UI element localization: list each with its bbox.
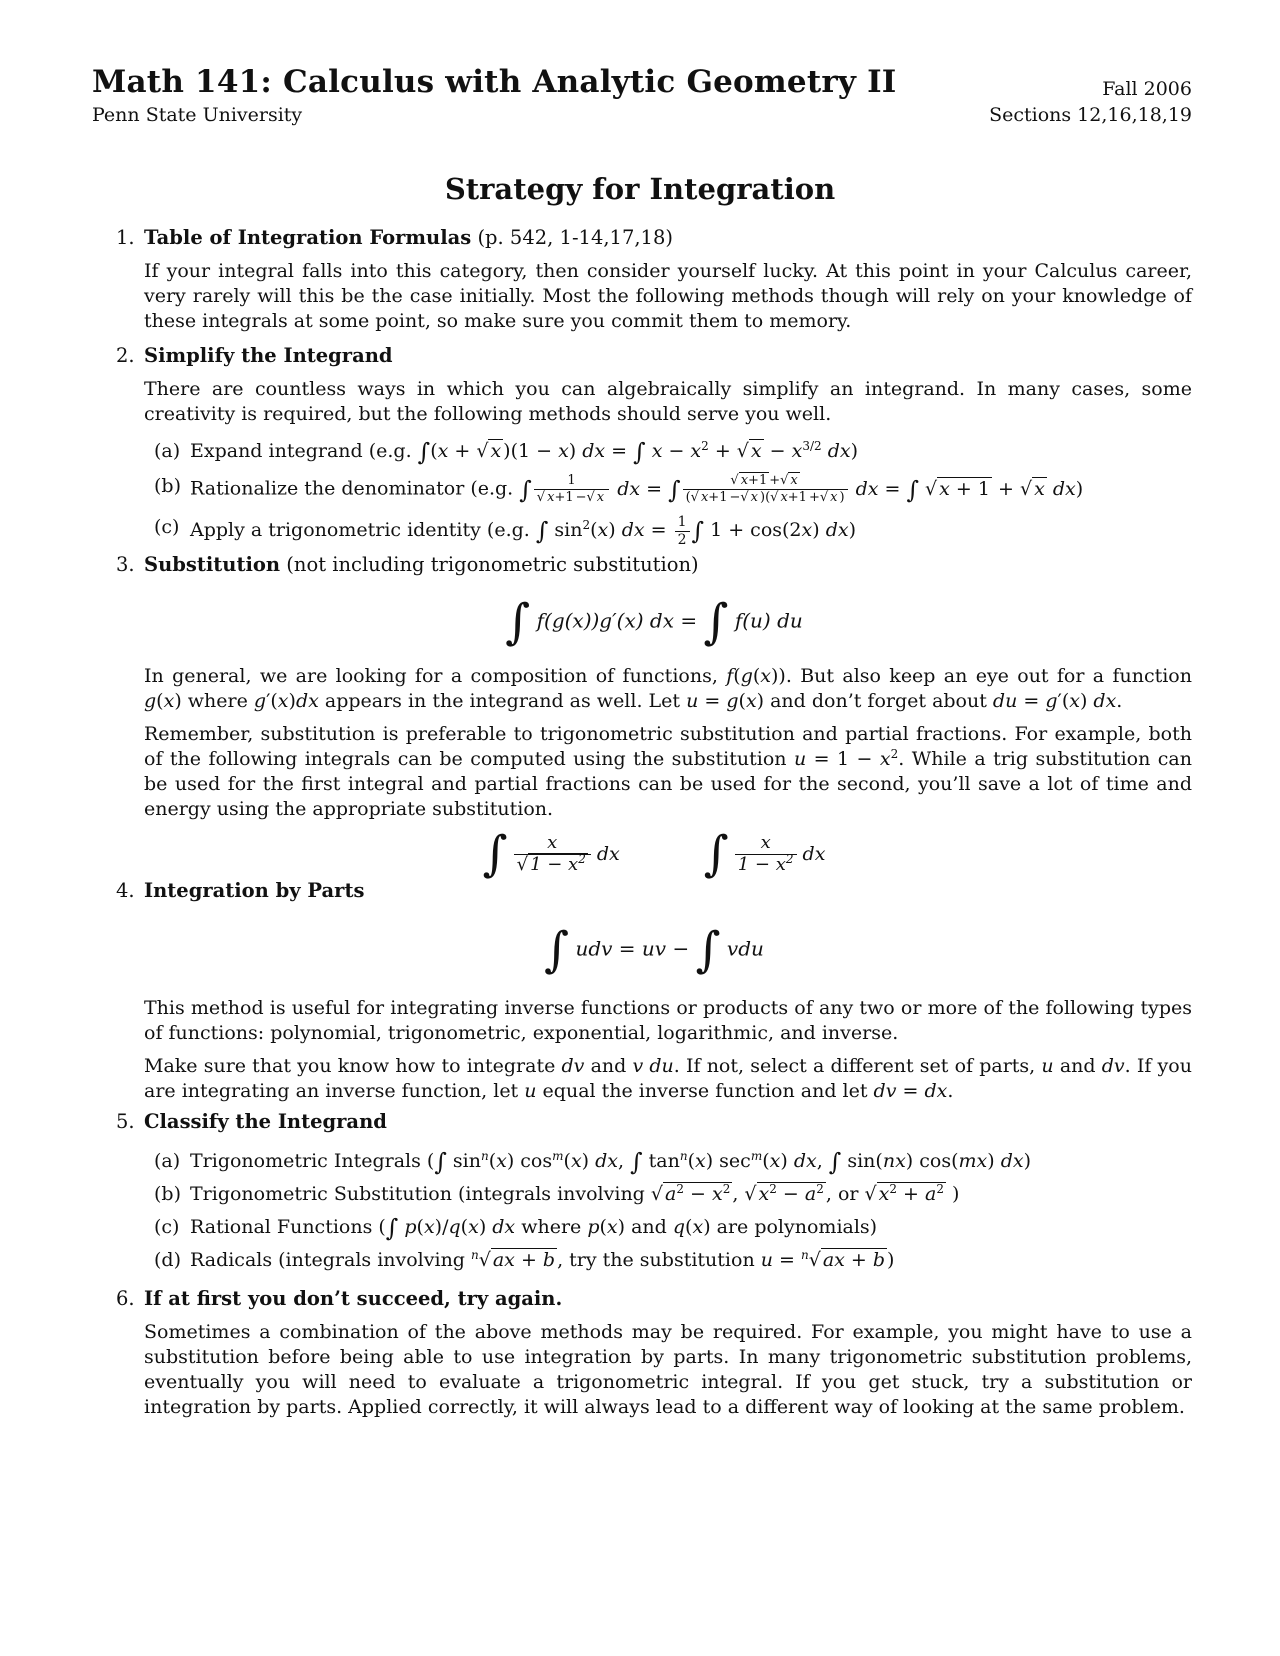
section-heading	[116, 344, 1192, 367]
section-number: 2.	[116, 344, 135, 367]
section-name: Integration by Parts	[144, 879, 365, 902]
classify-list	[154, 1149, 1192, 1273]
section-note: (not including trigonometric substitution)	[286, 553, 699, 576]
section-paragraph: If your integral falls into this category, then consider yourself lucky. At this point in your Calculus career, very rarely will this be the case initially. Most the following methods though will rely on your knowledge of these integrals at some point, so make sure you commit them to memory.	[144, 260, 1192, 332]
section-paragraph: Sometimes a combination of the above methods may be required. For example, you might have to use a substitution before being able to use integration by parts. In many trigonometric substitution problems, eventually you will need to evaluate a trigonometric integral. If you get stuck, try a substitution or integration by parts. Applied correctly, it will always lead to a different way of looking at the same problem.	[144, 1321, 1192, 1418]
section-number: 1.	[116, 226, 135, 249]
section-body	[144, 259, 1192, 334]
section-body	[144, 377, 1192, 427]
list-item: (a) Trigonometric Integrals (∫ $\sin^n(x)$ $\cos^m(x)$ dx, ∫ $\tan^n(x)$ $\sec^m(x)$ dx, ∫ sin(nx) cos(mx) dx)	[154, 1148, 1031, 1176]
section-body	[144, 996, 1192, 1104]
parts-formula: ∫ udv = uv − ∫ vdu	[544, 922, 764, 978]
header-left	[92, 64, 897, 126]
sections-list: Sections 12,16,18,19	[989, 104, 1192, 126]
formula-expand: ∫(x + √ x )(1 − x) dx = ∫ $x - x^2$ + √ $x - x^{3/2}$ dx)	[417, 438, 858, 466]
document-title: Strategy for Integration	[444, 172, 836, 206]
formula-trig-identity: ∫ $\sin^2(x)$ dx = $\frac{1}{2}$ ∫ 1 + cos(2x) dx)	[535, 514, 856, 548]
course-title: Math 141: Calculus with Analytic Geometry II	[92, 64, 897, 100]
section-simplify-integrand	[116, 344, 1192, 557]
section-name: Simplify the Integrand	[144, 344, 393, 367]
list-item: (b) Trigonometric Substitution (integrals involving √ $a^2 - x^2$ , √ $x^2 - a^2$ , or √ $x^2 + a^2$ )	[154, 1182, 960, 1205]
university-name: Penn State University	[92, 104, 303, 126]
header-right	[989, 76, 1192, 128]
section-paragraph: There are countless ways in which you can algebraically simplify an integrand. In many cases, some creativity is required, but the following methods should serve you well.	[144, 378, 1192, 425]
term: Fall 2006	[1102, 78, 1192, 100]
section-paragraph: This method is useful for integrating inverse functions or products of any two or more of the following types of functions: polynomial, trigonometric, exponential, logarithmic, and inverse.	[144, 997, 1192, 1044]
formula-rationalize: ∫ $\frac{1}{√ x+1 -√ x}$ dx = ∫ $\frac{√ x+1 +√ x}{(√ x+1 -√ x )(√ x+1 +√ x )}$ dx = ∫ √ x + 1 + √ x dx)	[519, 473, 1084, 505]
section-heading	[116, 1110, 1192, 1133]
section-classify-integrand	[116, 1110, 1192, 1281]
example-integral-2: ∫ $\frac{x}{1 - x^2}$ dx	[703, 826, 826, 882]
section-name: If at first you don’t succeed, try again.	[144, 1287, 563, 1310]
list-item: (c) Apply a trigonometric identity (e.g. ∫ $\sin^2(x)$ dx = $\frac{1}{2}$ ∫ 1 + cos(2x) dx)	[154, 514, 856, 548]
list-item: (b) Rationalize the denominator (e.g. ∫ $\frac{1}{√ x+1 -√ x}$ dx = ∫ $\frac{√ x+1 +√ x}{(√ x+1 -√ x )(√ x+1 +√ x )}$ dx = ∫ √ x + 1 + √ x dx)	[154, 473, 1084, 505]
section-substitution	[116, 553, 1192, 884]
section-number: 4.	[116, 879, 135, 902]
section-heading	[116, 1287, 1192, 1310]
section-paragraph: In general, we are looking for a composition of functions, f(g(x)). But also keep an eye out for a function g(x) where g′(x)dx appears in the integrand as well. Let u = g(x) and don’t forget about du = g′(x) dx.	[144, 665, 1192, 712]
section-integration-by-parts	[116, 879, 1192, 1112]
section-name: Table of Integration Formulas	[144, 226, 472, 249]
section-heading	[116, 553, 1192, 576]
list-item: (d) Radicals (integrals involving $^n$√ ax + b , try the substitution u = $^n$√ ax + b )	[154, 1248, 895, 1271]
list-item: (a) Expand integrand (e.g. ∫(x + √ x )(1 − x) dx = ∫ $x - x^2$ + √ $x - x^{3/2}$ dx)	[154, 438, 858, 466]
list-item: (c) Rational Functions (∫ p(x)/q(x) dx where p(x) and q(x) are polynomials)	[154, 1214, 878, 1242]
section-heading	[116, 879, 1192, 902]
example-integral-1: ∫ $\frac{x}{√ 1 - x^2}$ dx	[482, 826, 620, 882]
section-number: 3.	[116, 553, 135, 576]
section-paragraph: Remember, substitution is preferable to trigonometric substitution and partial fractions. For example, both of the following integrals can be computed using the substitution $u = 1 - x^2$. While a trig substitution can be used for the first integral and partial fractions can be used for the second, you’ll save a lot of time and energy using the appropriate substitution.	[144, 723, 1192, 820]
section-try-again	[116, 1287, 1192, 1428]
section-number: 5.	[116, 1110, 135, 1133]
section-body	[144, 664, 1192, 822]
section-note: (p. 542, 1-14,17,18)	[477, 226, 673, 249]
section-number: 6.	[116, 1287, 135, 1310]
section-body	[144, 1320, 1192, 1420]
section-name: Classify the Integrand	[144, 1110, 387, 1133]
section-heading	[116, 226, 1192, 249]
section-table-of-formulas	[116, 226, 1192, 342]
substitution-examples	[116, 826, 1192, 882]
section-name: Substitution	[144, 553, 281, 576]
substitution-formula: ∫ f(g(x))g′(x) dx = ∫ f(u) du	[505, 594, 803, 650]
simplify-methods-list	[154, 439, 1192, 547]
section-paragraph: Make sure that you know how to integrate dv and v du. If not, select a different set of parts, u and dv. If you are integrating an inverse function, let u equal the inverse function and let dv = dx.	[144, 1055, 1192, 1102]
